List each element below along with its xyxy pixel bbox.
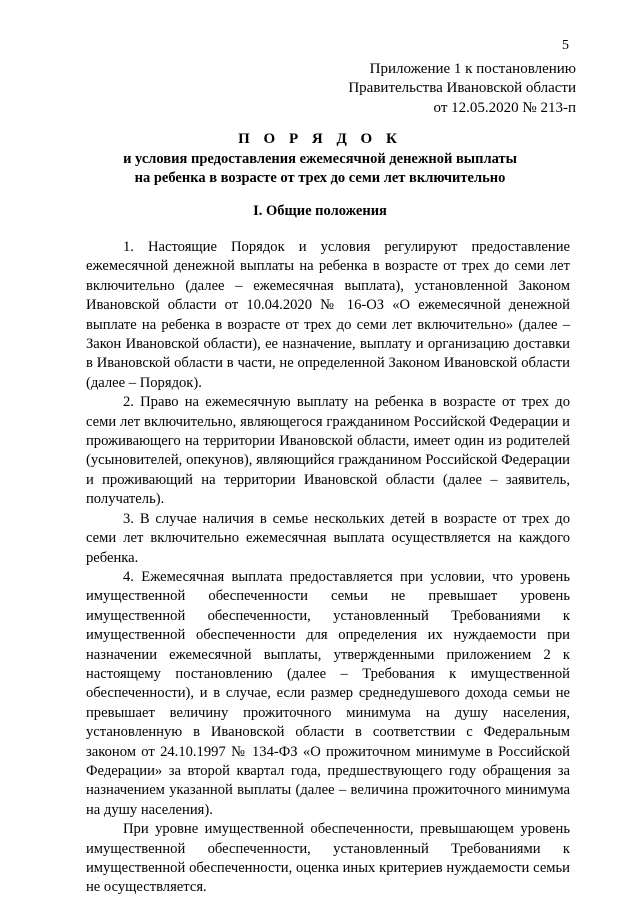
paragraph-2: 2. Право на ежемесячную выплату на ребенка в возрасте от трех до семи лет включительно, являющегося гражданином Российской Федерации и проживающего на территории Ивановской области, имеет один из родителей (усыновителей, опекунов), являющийся гражданином Российской Федерации и проживающий на территории Ивановской области (далее – заявитель, получатель).: [86, 394, 570, 508]
subtitle-line-1: и условия предоставления ежемесячной денежной выплаты: [123, 151, 517, 167]
paragraph-3: 3. В случае наличия в семье нескольких детей в возрасте от трех до семи лет включительно ежемесячная выплата осуществляется на каждого ребенка.: [86, 510, 570, 566]
paragraph-5: При уровне имущественной обеспеченности, превышающем уровень имущественной обеспеченности, установленный Требованиями к имущественной обеспеченности, оценка иных критериев нуждаемости семьи не осуществляется.: [86, 821, 570, 896]
subtitle-line-2: на ребенка в возрасте от трех до семи лет включительно: [134, 170, 506, 186]
appendix-line-1: Приложение 1 к постановлению: [369, 61, 576, 77]
page-number: 5: [562, 38, 569, 53]
document-body: [86, 238, 570, 898]
appendix-line-3: от 12.05.2020 № 213-п: [433, 99, 576, 116]
appendix-note: [348, 60, 576, 118]
paragraph-1: 1. Настоящие Порядок и условия регулируют предоставление ежемесячной денежной выплаты на ребенка в возрасте от трех до семи лет включительно (далее – ежемесячная выплата), установленной Законом Ивановской области от 10.04.2020 № 16-ОЗ «О ежемесячной денежной выплате на ребенка в возрасте от трех до семи лет включительно» (далее – Закон Ивановской области), ее назначение, выплату и организацию доставки в Ивановской области в части, не определенной Законом Ивановской области (далее – Порядок).: [86, 239, 570, 391]
appendix-line-2: Правительства Ивановской области: [348, 80, 576, 97]
document-subtitle: [0, 150, 640, 188]
section-heading: I. Общие положения: [253, 203, 387, 219]
paragraph-4: 4. Ежемесячная выплата предоставляется при условии, что уровень имущественной обеспеченности семьи не превышает уровень имущественной обеспеченности, установленный Требованиями к имущественной обеспеченности для определения их нуждаемости при назначении ежемесячной выплаты, утвержденными приложением 2 к настоящему постановлению (далее – Требования к имущественной обеспеченности), и в случае, если размер среднедушевого дохода семьи не превышает величину прожиточного минимума на душу населения, установленную в Ивановской области в соответствии с Федеральным законом от 24.10.1997 № 134-ФЗ «О прожиточном минимуме в Российской Федерации» за второй квартал года, предшествующего году обращения за назначением указанной выплаты (далее – величина прожиточного минимума на душу населения).: [86, 568, 570, 818]
document-title: П О Р Я Д О К: [238, 131, 402, 147]
